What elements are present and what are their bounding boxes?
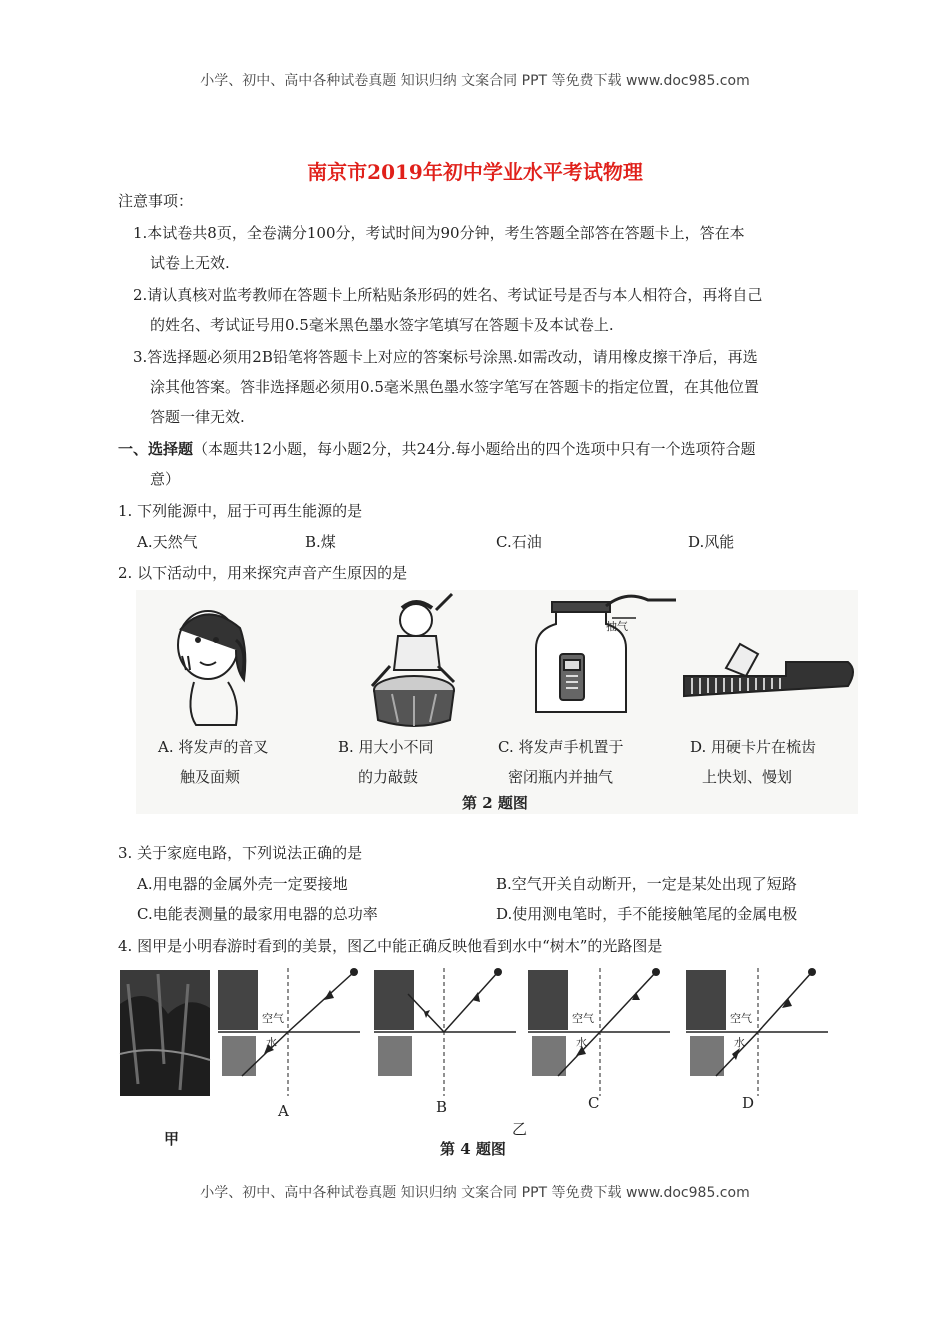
note-3-line-2: 涂其他答案。答非选择题必须用0.5毫米黑色墨水签字笔写在答题卡的指定位置，在其他位置 [150,378,759,396]
q2-caption-a-1: A. 将发声的音叉 [158,738,269,756]
q3-stem: 3. 关于家庭电路，下列说法正确的是 [118,844,363,862]
diagram-a [218,968,360,1096]
q2-figure-caption: 第 2 题图 [462,794,528,812]
page-footer: 小学、初中、高中各种试卷真题 知识归纳 文案合同 PPT 等免费下载 www.doc985.com [200,1185,750,1201]
girl-tuning-fork-illustration [178,611,245,725]
note-3-line-3: 答题一律无效. [150,408,245,426]
diagram-d-label: D [742,1094,755,1112]
q2-caption-c-1: C. 将发声手机置于 [498,738,624,756]
q3-option-b: B.空气开关自动断开，一定是某处出现了短路 [496,875,797,893]
q2-caption-d-1: D. 用硬卡片在梳齿 [690,738,817,756]
diagram-d-water-label: 水 [734,1036,745,1049]
photo-jia [120,970,210,1096]
diagram-b [374,968,516,1096]
diagram-b-label: B [436,1098,448,1116]
q2-caption-c-2: 密闭瓶内并抽气 [508,768,614,786]
diagram-a-air-label: 空气 [262,1012,284,1025]
page-header: 小学、初中、高中各种试卷真题 知识归纳 文案合同 PPT 等免费下载 www.doc985.com [200,73,750,89]
q4-diagrams [118,964,830,1162]
q2-illustrations [136,590,858,730]
diagram-d [686,968,828,1096]
q3-option-a: A.用电器的金属外壳一定要接地 [137,875,348,893]
q1-option-a: A.天然气 [137,533,198,551]
pump-label: 抽气 [606,620,628,633]
diagram-a-water-label: 水 [266,1036,277,1049]
q2-caption-d-2: 上快划、慢划 [702,768,793,786]
q1-option-b: B.煤 [305,533,336,551]
photo-jia-label: 甲 [164,1130,180,1148]
q4-stem: 4. 图甲是小明春游时看到的美景，图乙中能正确反映他看到水中“树木”的光路图是 [118,937,663,955]
section-1-heading [118,434,756,464]
q1-option-d: D.风能 [688,533,735,551]
section-1-desc: （本题共12小题，每小题2分，共24分.每小题给出的四个选项中只有一个选项符合题 [193,440,756,458]
diagram-c-air-label: 空气 [572,1012,594,1025]
q2-caption-b-1: B. 用大小不同 [338,738,434,756]
section-1-desc-2: 意） [150,470,181,488]
q2-figure [136,590,858,814]
q3-option-d: D.使用测电笔时，手不能接触笔尾的金属电极 [496,905,798,923]
figure-yi-label: 乙 [512,1120,528,1138]
q1-option-c: C.石油 [496,533,542,551]
q2-caption-b-2: 的力敲鼓 [358,768,419,786]
boy-drum-illustration [372,594,454,726]
q4-figure-caption: 第 4 题图 [440,1140,506,1158]
diagram-c-water-label: 水 [576,1036,587,1049]
q3-option-c: C.电能表测量的最家用电器的总功率 [137,905,378,923]
phone-bottle-illustration [536,596,676,712]
note-3-line-1: 3.答选择题必须用2B铅笔将答题卡上对应的答案标号涂黑.如需改动，请用橡皮擦干净后，再选 [133,348,758,366]
diagram-c [528,968,670,1096]
page-title: 南京市2019年初中学业水平考试物理 [307,160,643,184]
q1-stem: 1. 下列能源中，屈于可再生能源的是 [118,502,363,520]
comb-card-illustration [684,644,853,696]
q2-stem: 2. 以下活动中，用来探究声音产生原因的是 [118,564,408,582]
section-1-label: 一、选择题 [118,440,194,458]
note-1-line-1: 1.本试卷共8页，全卷满分100分，考试时间为90分钟，考生答题全部答在答题卡上，答在本 [133,224,745,242]
note-2-line-2: 的姓名、考试证号用0.5毫米黑色墨水签字笔填写在答题卡及本试卷上. [150,316,614,334]
diagram-d-air-label: 空气 [730,1012,752,1025]
diagram-a-label: A [278,1102,289,1120]
notes-heading: 注意事项： [118,192,194,210]
q4-figure [118,964,830,1162]
q2-caption-a-2: 触及面颊 [180,768,241,786]
note-1-line-2: 试卷上无效. [150,254,230,272]
note-2-line-1: 2.请认真核对监考教师在答题卡上所粘贴条形码的姓名、考试证号是否与本人相符合，再将自己 [133,286,763,304]
diagram-c-label: C [588,1094,600,1112]
